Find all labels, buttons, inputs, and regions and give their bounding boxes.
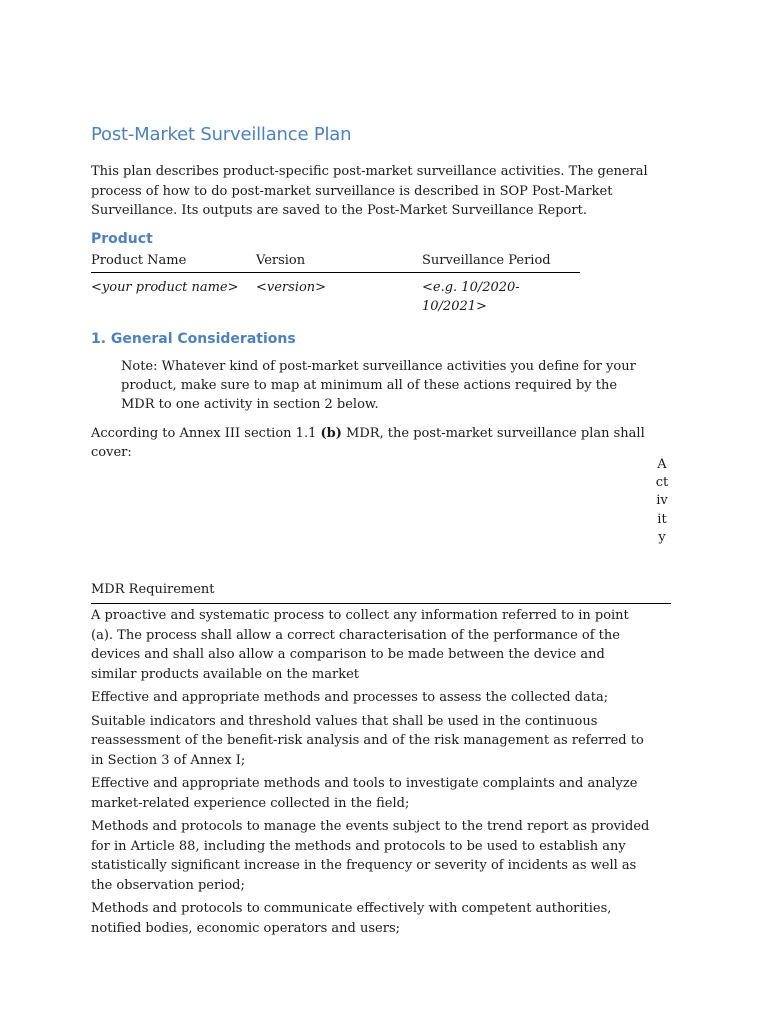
table-header-divider	[91, 603, 671, 604]
list-item	[91, 712, 651, 771]
list-item	[91, 606, 651, 684]
col-version: Version	[256, 252, 422, 273]
list-item	[91, 774, 651, 813]
list-item	[91, 899, 651, 938]
requirement-text: A proactive and systematic process to collect any information referred to in point (a). The process shall allow a correct characterisation of the performance of the devices and shall also allow a comparison to be made between the device and similar products available on the market	[91, 608, 629, 682]
product-heading: Product	[91, 231, 153, 247]
annex-paragraph: According to Annex III section 1.1 (b) MDR, the post-market surveillance plan shall cover:	[91, 426, 645, 460]
requirement-text: Effective and appropriate methods and tools to investigate complaints and analyze market-related experience collected in the field;	[91, 776, 638, 811]
intro-paragraph: This plan describes product-specific post-market surveillance activities. The general process of how to do post-market surveillance is described in SOP Post-Market Surveillance. Its outputs are saved to the Post-Market Surveillance Report.	[91, 164, 648, 218]
requirement-text: Suitable indicators and threshold values that shall be used in the continuous reassessment of the benefit-risk analysis and of the risk management as referred to in Section 3 of Annex I;	[91, 713, 644, 768]
cell-product-name: <your product name>	[91, 280, 239, 295]
page-title: Post-Market Surveillance Plan	[91, 124, 352, 145]
requirement-text: Methods and protocols to manage the events subject to the trend report as provided for in Article 88, including the methods and protocols to be used to establish any statistically significant increase in the frequency or severity of incidents as well as the observation period;	[91, 819, 650, 893]
cell-surveillance-period	[422, 273, 580, 317]
note-paragraph: Note: Whatever kind of post-market surveillance activities you define for your product, make sure to map at minimum all of these actions required by the MDR to one activity in section 2 below.	[121, 359, 636, 412]
cell-version: <version>	[256, 280, 327, 295]
requirement-text: Methods and protocols to communicate effectively with competent authorities, notified bodies, economic operators and users;	[91, 901, 612, 936]
list-item	[91, 817, 651, 895]
col-surveillance-period: Surveillance Period	[422, 252, 580, 273]
product-table-header	[91, 252, 580, 273]
product-table	[91, 252, 580, 316]
general-considerations-heading: 1. General Considerations	[91, 331, 296, 347]
cell-period-text: <e.g. 10/2020-10/2021>	[422, 280, 520, 314]
mdr-requirement-header: MDR Requirement	[91, 582, 215, 597]
col-product-name: Product Name	[91, 252, 256, 273]
requirement-text: Effective and appropriate methods and processes to assess the collected data;	[91, 690, 609, 705]
list-item	[91, 688, 651, 708]
table-row	[91, 273, 580, 317]
requirements-list	[91, 606, 651, 942]
activity-header: Activity	[655, 457, 669, 545]
